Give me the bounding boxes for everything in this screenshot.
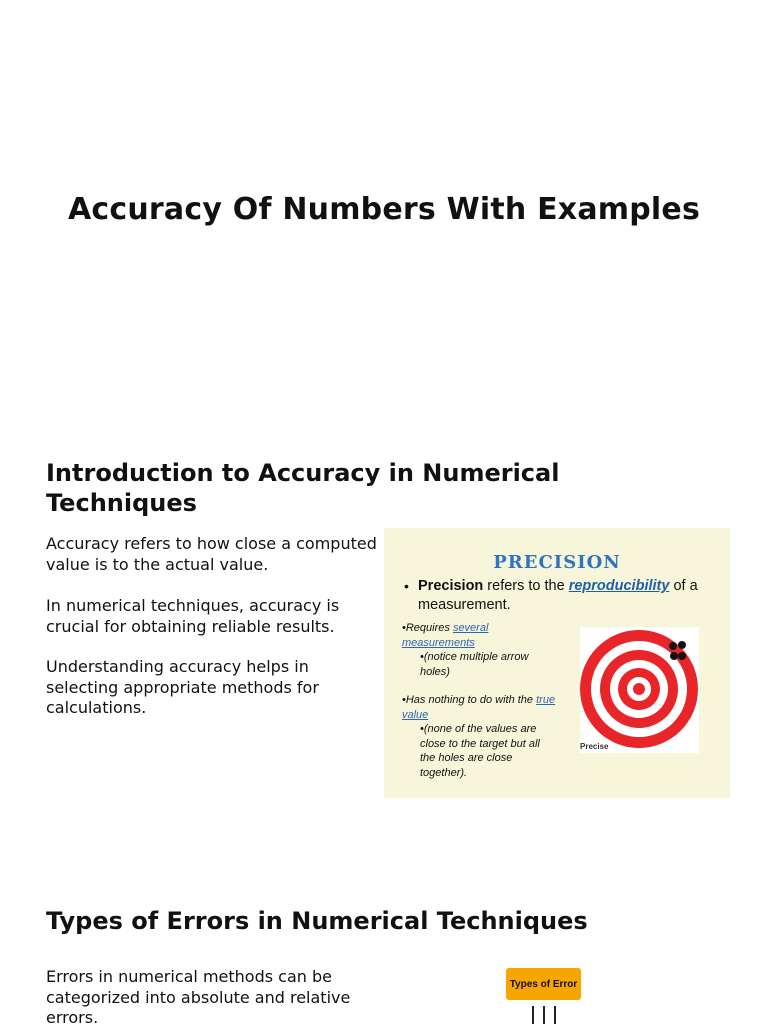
types-of-error-box: Types of Error bbox=[506, 968, 581, 1000]
section-heading-introduction: Introduction to Accuracy in Numerical Techniques bbox=[46, 459, 560, 517]
precision-term: Precision bbox=[418, 578, 484, 594]
connector-line bbox=[543, 1006, 545, 1024]
note-true-value bbox=[402, 693, 572, 722]
note-several-measurements bbox=[402, 621, 562, 650]
definition-text: of a measurement. bbox=[418, 578, 698, 613]
slide-title: PRECISION bbox=[493, 552, 621, 573]
note-link: true value bbox=[402, 694, 556, 721]
target-image bbox=[580, 627, 699, 753]
note-link: several measurements bbox=[402, 622, 489, 649]
intro-paragraph: Accuracy refers to how close a computed value is to the actual value. bbox=[46, 534, 377, 574]
definition-text: refers to the bbox=[483, 578, 569, 594]
intro-paragraph: In numerical techniques, accuracy is crucial for obtaining reliable results. bbox=[46, 596, 340, 636]
target-icon bbox=[580, 627, 699, 753]
note-text: •Requires bbox=[402, 622, 453, 634]
reproducibility-link: reproducibility bbox=[568, 578, 670, 594]
section-heading-errors: Types of Errors in Numerical Techniques bbox=[46, 907, 588, 935]
precision-definition bbox=[418, 577, 723, 615]
note-text: •Has nothing to do with the bbox=[402, 694, 537, 706]
errors-paragraph: Errors in numerical methods can be categorized into absolute and relative errors. bbox=[46, 967, 351, 1027]
connector-line bbox=[554, 1006, 556, 1024]
bullet-icon: • bbox=[404, 578, 409, 594]
note-close-together: •(none of the values are close to the target but all the holes are close together). bbox=[420, 723, 540, 779]
document-title: Accuracy Of Numbers With Examples bbox=[67, 192, 701, 227]
intro-paragraph: Understanding accuracy helps in selecting appropriate methods for calculations. bbox=[46, 657, 319, 717]
precision-slide-image bbox=[384, 528, 730, 798]
note-arrow-holes: •(notice multiple arrow holes) bbox=[420, 651, 529, 678]
precise-label: Precise bbox=[580, 742, 609, 751]
connector-line bbox=[532, 1006, 534, 1024]
